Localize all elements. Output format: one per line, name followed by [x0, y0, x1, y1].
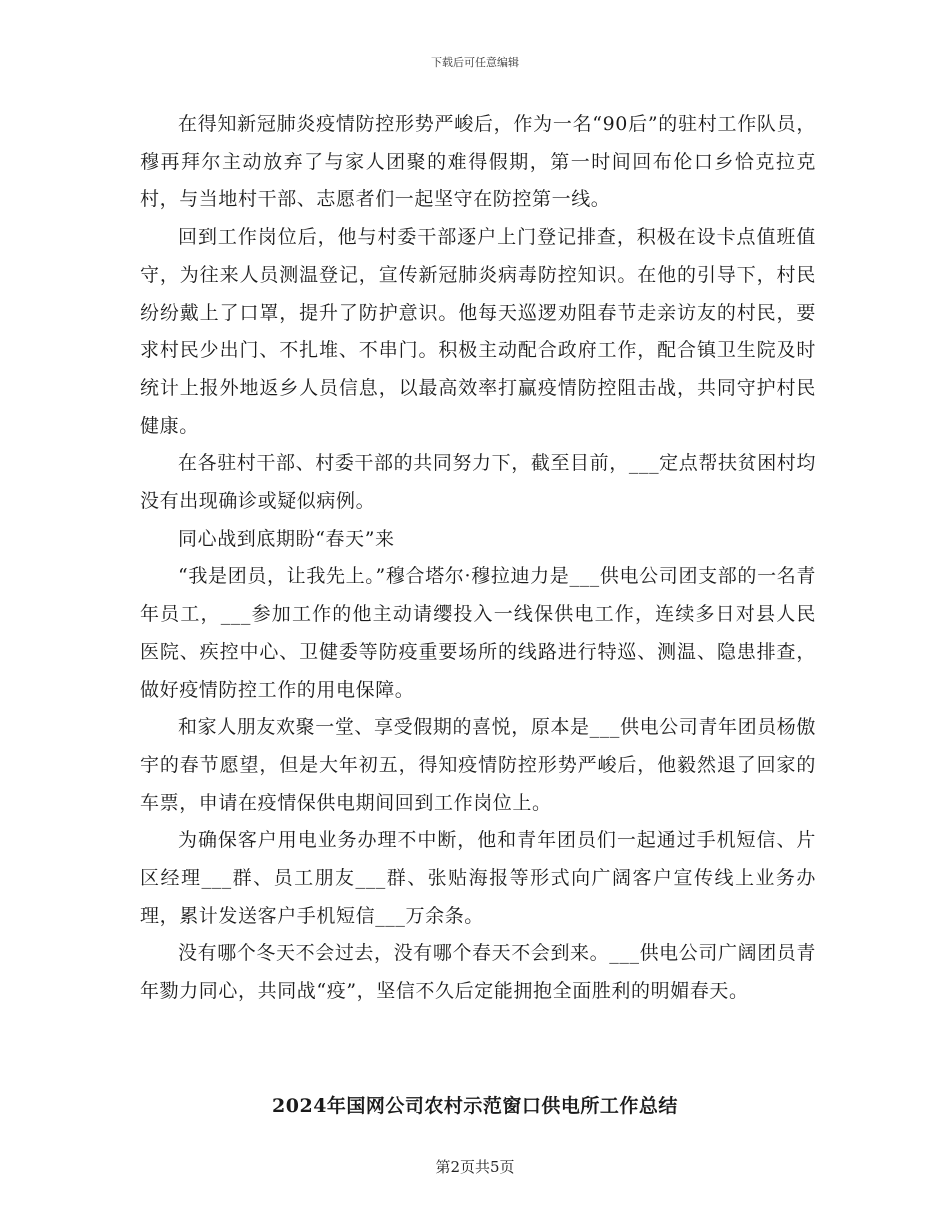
- section-title: 2024年国网公司农村示范窗口供电所工作总结: [272, 1095, 678, 1117]
- paragraph: 和家人朋友欢聚一堂、享受假期的喜悦，原本是___供电公司青年团员杨傲宇的春节愿望，但是大年初五，得知疫情防控形势严峻后，他毅然退了回家的车票，申请在疫情保供电期间回到工作岗位上。: [140, 716, 816, 814]
- paragraph: 在各驻村干部、村委干部的共同努力下，截至目前，___定点帮扶贫困村均没有出现确诊或疑似病例。: [140, 452, 816, 513]
- subheading: 同心战到底期盼“春天”来: [178, 527, 395, 550]
- paragraph: 为确保客户用电业务办理不中断，他和青年团员们一起通过手机短信、片区经理___群、员工朋友___群、张贴海报等形式向广阔客户宣传线上业务办理，累计发送客户手机短信___万余条。: [140, 829, 816, 927]
- paragraph: 回到工作岗位后，他与村委干部逐户上门登记排查，积极在设卡点值班值守，为往来人员测温登记，宣传新冠肺炎病毒防控知识。在他的引导下，村民纷纷戴上了口罩，提升了防护意识。他每天巡逻劝阻春节走亲访友的村民，要求村民少出门、不扎堆、不串门。积极主动配合政府工作，配合镇卫生院及时统计上报外地返乡人员信息，以最高效率打赢疫情防控阻击战，共同守护村民健康。: [140, 226, 816, 437]
- document-body: [140, 106, 816, 1011]
- paragraph: “我是团员，让我先上。”穆合塔尔·穆拉迪力是___供电公司团支部的一名青年员工，___参加工作的他主动请缨投入一线保供电工作，连续多日对县人民医院、疾控中心、卫健委等防疫重要场所的线路进行特巡、测温、隐患排查，做好疫情防控工作的用电保障。: [140, 565, 816, 701]
- paragraph: 没有哪个冬天不会过去，没有哪个春天不会到来。___供电公司广阔团员青年勠力同心，共同战“疫”，坚信不久后定能拥抱全面胜利的明媚春天。: [140, 942, 816, 1003]
- paragraph: 在得知新冠肺炎疫情防控形势严峻后，作为一名“90后”的驻村工作队员，穆再拜尔主动放弃了与家人团聚的难得假期，第一时间回布伦口乡恰克拉克村，与当地村干部、志愿者们一起坚守在防控第一线。: [140, 113, 816, 211]
- header-note: 下载后可任意编辑: [431, 56, 519, 69]
- page-number: 第2页共5页: [435, 1158, 515, 1176]
